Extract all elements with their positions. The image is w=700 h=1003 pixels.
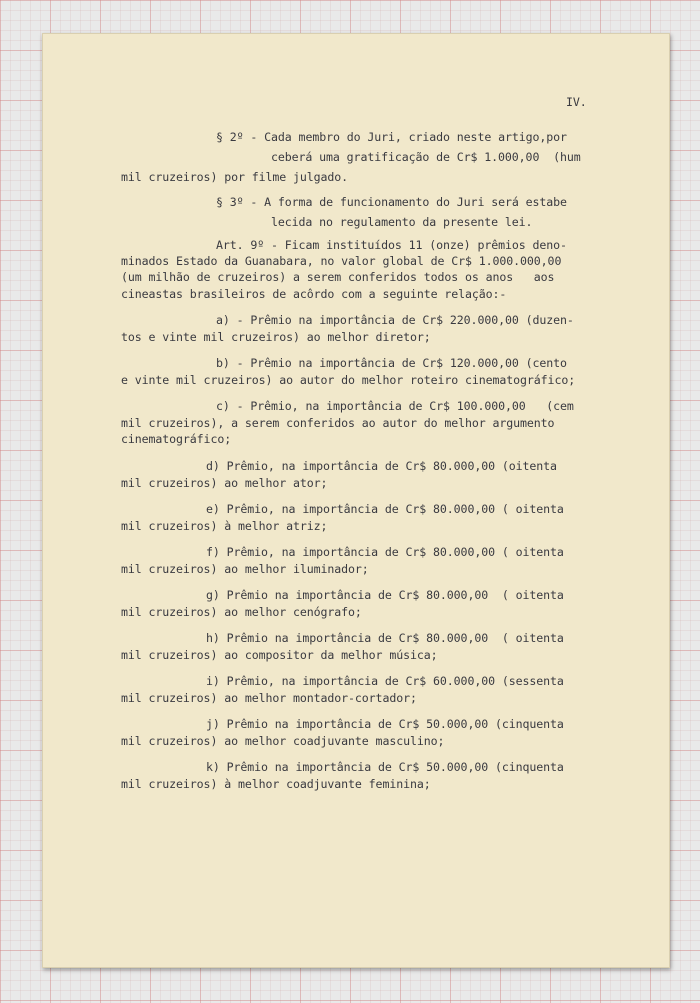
- text-line: e) Prêmio, na importância de Cr$ 80.000,00 ( oitenta: [206, 502, 564, 516]
- text-line: mil cruzeiros) ao melhor montador-cortador;: [121, 691, 417, 705]
- text-line: f) Prêmio, na importância de Cr$ 80.000,00 ( oitenta: [206, 545, 564, 559]
- text-line: ceberá uma gratificação de Cr$ 1.000,00 (hum: [271, 150, 581, 164]
- text-line: minados Estado da Guanabara, no valor global de Cr$ 1.000.000,00: [121, 254, 562, 268]
- text-line: mil cruzeiros) ao compositor da melhor música;: [121, 648, 438, 662]
- text-line: cinematográfico;: [121, 432, 232, 446]
- text-line: g) Prêmio na importância de Cr$ 80.000,00 ( oitenta: [206, 588, 564, 602]
- text-line: mil cruzeiros), a serem conferidos ao autor do melhor argumento: [121, 416, 555, 430]
- text-line: mil cruzeiros) por filme julgado.: [121, 170, 349, 184]
- text-line: b) - Prêmio na importância de Cr$ 120.000,00 (cento: [216, 356, 567, 370]
- page-number: IV.: [566, 95, 587, 109]
- text-line: mil cruzeiros) ao melhor iluminador;: [121, 562, 369, 576]
- text-line: k) Prêmio na importância de Cr$ 50.000,00 (cinquenta: [206, 760, 564, 774]
- text-line: i) Prêmio, na importância de Cr$ 60.000,00 (sessenta: [206, 674, 564, 688]
- text-line: e vinte mil cruzeiros) ao autor do melhor roteiro cinematográfico;: [121, 373, 576, 387]
- text-line: d) Prêmio, na importância de Cr$ 80.000,00 (oitenta: [206, 459, 557, 473]
- text-line: mil cruzeiros) à melhor coadjuvante feminina;: [121, 777, 431, 791]
- text-line: a) - Prêmio na importância de Cr$ 220.000,00 (duzen-: [216, 313, 574, 327]
- text-line: lecida no regulamento da presente lei.: [271, 215, 533, 229]
- text-line: mil cruzeiros) ao melhor ator;: [121, 476, 328, 490]
- text-line: § 2º - Cada membro do Juri, criado neste artigo,por: [216, 130, 567, 144]
- document-page: [42, 33, 670, 968]
- text-line: mil cruzeiros) ao melhor cenógrafo;: [121, 605, 362, 619]
- text-line: § 3º - A forma de funcionamento do Juri será estabe: [216, 195, 567, 209]
- text-line: c) - Prêmio, na importância de Cr$ 100.000,00 (cem: [216, 399, 574, 413]
- text-line: j) Prêmio na importância de Cr$ 50.000,00 (cinquenta: [206, 717, 564, 731]
- text-line: mil cruzeiros) à melhor atriz;: [121, 519, 328, 533]
- text-line: mil cruzeiros) ao melhor coadjuvante masculino;: [121, 734, 445, 748]
- text-line: h) Prêmio na importância de Cr$ 80.000,00 ( oitenta: [206, 631, 564, 645]
- text-line: cineastas brasileiros de acôrdo com a seguinte relação:-: [121, 287, 507, 301]
- text-line: tos e vinte mil cruzeiros) ao melhor diretor;: [121, 330, 431, 344]
- text-line: Art. 9º - Ficam instituídos 11 (onze) prêmios deno-: [216, 238, 567, 252]
- text-line: (um milhão de cruzeiros) a serem conferidos todos os anos aos: [121, 270, 555, 284]
